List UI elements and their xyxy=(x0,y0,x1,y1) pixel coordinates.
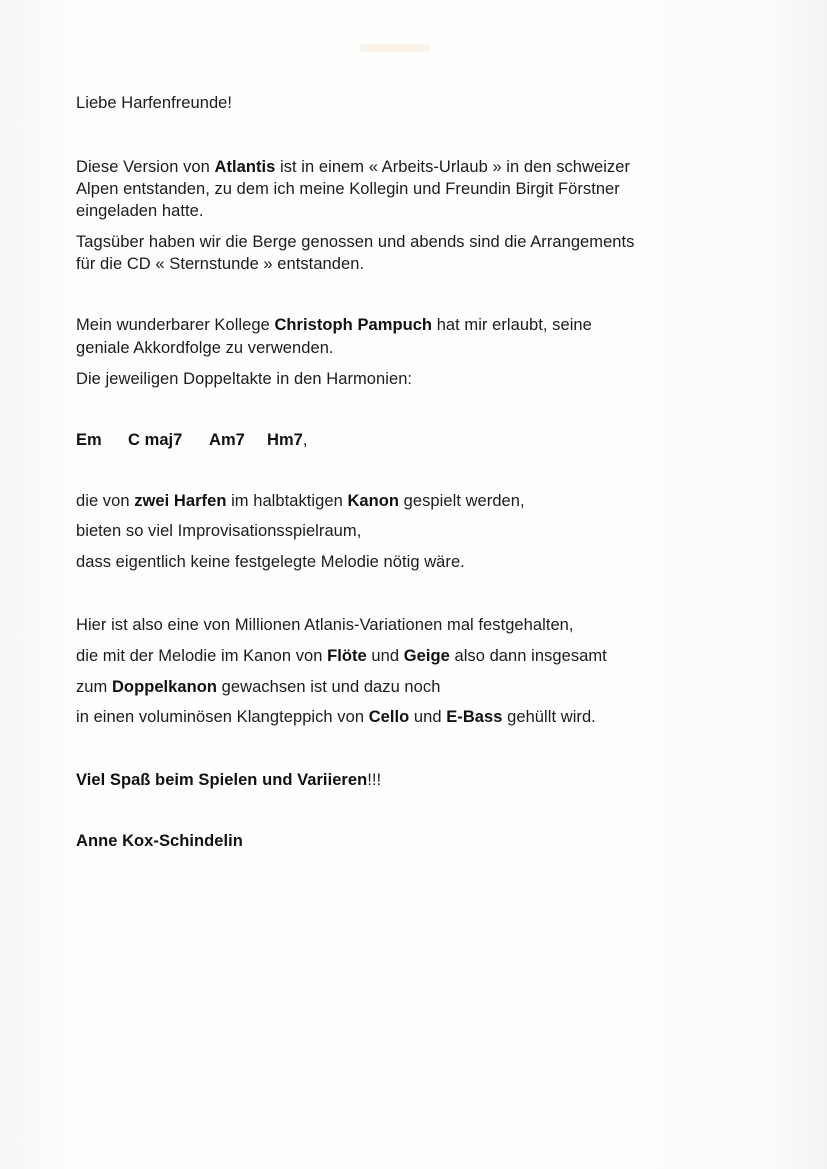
paragraph-4-line-4 xyxy=(76,706,596,728)
bold-cello: Cello xyxy=(368,708,410,726)
paragraph-3-line-3: dass eigentlich keine festgelegte Melodie nötig wäre. xyxy=(76,553,465,571)
paragraph-1-line-2: Alpen entstanden, zu dem ich meine Kollegin und Freundin Birgit Förstner xyxy=(76,180,620,198)
text-span: zum xyxy=(76,678,112,696)
text-span: also dann insgesamt xyxy=(449,647,607,665)
paper-smudge xyxy=(360,44,430,52)
text-span: und xyxy=(409,708,447,726)
paragraph-1-line-1 xyxy=(76,156,630,178)
paragraph-1-line-3: eingeladen hatte. xyxy=(76,202,204,220)
paragraph-2-line-3: Die jeweiligen Doppeltakte in den Harmonien: xyxy=(76,370,413,388)
bold-zwei-harfen: zwei Harfen xyxy=(134,492,227,510)
text-span: hat mir erlaubt, seine xyxy=(432,316,592,334)
bold-name-christoph-pampuch: Christoph Pampuch xyxy=(274,316,433,334)
text-span: ist in einem « Arbeits-Urlaub » in den schweizer xyxy=(275,158,631,176)
text-span: im halbtaktigen xyxy=(226,492,348,510)
paragraph-3-line-2: bieten so viel Improvisationsspielraum, xyxy=(76,522,362,540)
bold-geige: Geige xyxy=(403,647,450,665)
text-span: die mit der Melodie im Kanon von xyxy=(76,647,328,665)
paragraph-2-line-1 xyxy=(76,314,592,336)
bold-e-bass: E-Bass xyxy=(446,708,503,726)
paragraph-2-line-2: geniale Akkordfolge zu verwenden. xyxy=(76,339,334,357)
greeting: Liebe Harfenfreunde! xyxy=(76,94,233,112)
text-span: in einen voluminösen Klangteppich von xyxy=(76,708,369,726)
chord-progression xyxy=(76,429,308,451)
bold-floete: Flöte xyxy=(327,647,367,665)
closing-exclamations: !!! xyxy=(367,771,382,789)
bold-doppelkanon: Doppelkanon xyxy=(111,678,218,696)
text-span: und xyxy=(366,647,404,665)
text-span: Mein wunderbarer Kollege xyxy=(76,316,275,334)
paragraph-4-line-3 xyxy=(76,676,440,698)
text-span: die von xyxy=(76,492,135,510)
closing-line xyxy=(76,769,381,791)
text-span: Diese Version von xyxy=(76,158,215,176)
bold-title-atlantis: Atlantis xyxy=(214,158,276,176)
bold-kanon: Kanon xyxy=(347,492,400,510)
chord-em: Em xyxy=(76,431,102,449)
paragraph-1-line-4: Tagsüber haben wir die Berge genossen und abends sind die Arrangements xyxy=(76,233,635,251)
chord-suffix: , xyxy=(302,431,308,449)
paragraph-1-line-5: für die CD « Sternstunde » entstanden. xyxy=(76,255,365,273)
paragraph-3-line-1 xyxy=(76,490,525,512)
text-span: gespielt werden, xyxy=(399,492,525,510)
chord-am7: Am7 xyxy=(209,431,245,449)
chord-cmaj7: C maj7 xyxy=(128,431,183,449)
chord-hm7: Hm7 xyxy=(267,431,303,449)
closing-bold: Viel Spaß beim Spielen und Variieren xyxy=(76,771,368,789)
paragraph-4-line-2 xyxy=(76,645,607,667)
text-span: gehüllt wird. xyxy=(502,708,596,726)
text-span: gewachsen ist und dazu noch xyxy=(217,678,441,696)
signature: Anne Kox-Schindelin xyxy=(76,832,243,850)
paragraph-4-line-1: Hier ist also eine von Millionen Atlanis-Variationen mal festgehalten, xyxy=(76,616,574,634)
